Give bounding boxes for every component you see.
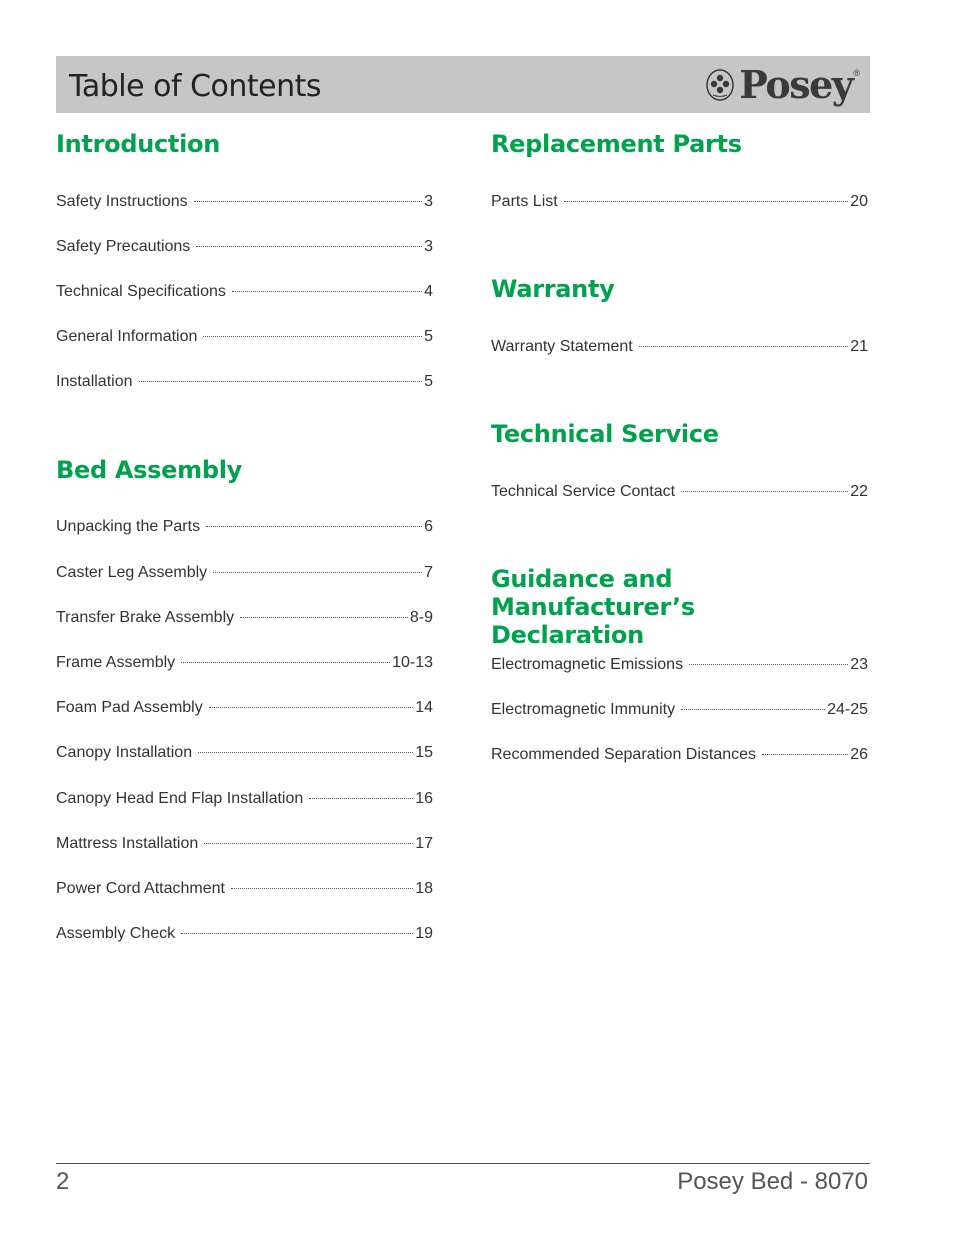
entry-page: 24-25 [827, 701, 868, 718]
toc-entry[interactable] [491, 482, 868, 502]
entry-page: 16 [415, 790, 433, 807]
entry-label: Assembly Check [56, 925, 176, 942]
entry-label: Parts List [491, 193, 558, 210]
toc-entry[interactable] [56, 192, 433, 212]
toc-entry[interactable] [56, 789, 433, 809]
entry-label: Frame Assembly [56, 654, 176, 671]
toc-entry[interactable] [56, 924, 433, 944]
entry-label: Warranty Statement [491, 338, 633, 355]
footer-divider [56, 1163, 870, 1164]
entry-page: 3 [424, 193, 433, 210]
entry-label: Safety Instructions [56, 193, 188, 210]
toc-entry[interactable] [56, 879, 433, 899]
entry-page: 23 [850, 656, 868, 673]
entry-page: 8-9 [409, 609, 433, 626]
entry-page: 7 [424, 564, 433, 581]
dot-leader [564, 201, 849, 202]
section-title: Bed Assembly [56, 456, 242, 484]
entry-page: 21 [850, 338, 868, 355]
toc-entry[interactable] [56, 372, 433, 392]
toc-entry[interactable] [56, 517, 433, 537]
entry-label: Electromagnetic Emissions [491, 656, 684, 673]
entry-label: Technical Service Contact [491, 483, 676, 500]
dot-leader [181, 933, 413, 934]
logo-wordmark: Posey [739, 62, 853, 107]
entry-label: General Information [56, 328, 198, 345]
page-title: Table of Contents [69, 69, 322, 104]
toc-entry[interactable] [56, 834, 433, 854]
toc-entry[interactable] [56, 327, 433, 347]
dot-leader [194, 201, 422, 202]
dot-leader [231, 888, 413, 889]
dot-leader [240, 617, 408, 618]
entry-page: 19 [415, 925, 433, 942]
entry-page: 26 [850, 746, 868, 763]
toc-entry[interactable] [491, 745, 868, 765]
section-bed-assembly [56, 456, 433, 942]
dot-leader [213, 572, 422, 573]
dot-leader [209, 707, 413, 708]
dot-leader [181, 662, 390, 663]
toc-entry[interactable] [56, 237, 433, 257]
dot-leader [204, 843, 413, 844]
toc-entry[interactable] [56, 653, 433, 673]
toc-entry[interactable] [56, 563, 433, 583]
toc-entry[interactable] [491, 700, 868, 720]
toc-entry[interactable] [491, 192, 868, 212]
dot-leader [681, 491, 848, 492]
dot-leader [639, 346, 849, 347]
section-replacement-parts [491, 130, 868, 210]
entry-page: 6 [424, 518, 433, 535]
section-guidance-declaration [491, 565, 868, 763]
section-introduction [56, 130, 433, 390]
section-title: Technical Service [491, 420, 719, 448]
entry-page: 10-13 [392, 654, 433, 671]
entry-page: 22 [850, 483, 868, 500]
dot-leader [689, 664, 848, 665]
entry-page: 18 [415, 880, 433, 897]
entry-page: 20 [850, 193, 868, 210]
toc-entry[interactable] [491, 337, 868, 357]
entry-label: Recommended Separation Distances [491, 746, 757, 763]
dot-leader [309, 798, 413, 799]
dot-leader [681, 709, 825, 710]
entry-label: Safety Precautions [56, 238, 191, 255]
dot-leader [198, 752, 413, 753]
section-warranty [491, 275, 868, 355]
section-title: Introduction [56, 130, 220, 158]
section-technical-service [491, 420, 868, 500]
entry-page: 15 [415, 744, 433, 761]
entry-page: 4 [424, 283, 433, 300]
entry-page: 5 [424, 328, 433, 345]
entry-label: Installation [56, 373, 133, 390]
entry-label: Electromagnetic Immunity [491, 701, 676, 718]
posey-emblem-icon [705, 68, 735, 102]
entry-label: Transfer Brake Assembly [56, 609, 235, 626]
section-title: Guidance and Manufacturer’s Declaration [491, 565, 695, 649]
entry-page: 17 [415, 835, 433, 852]
footer-page-number: 2 [56, 1168, 70, 1195]
entry-label: Power Cord Attachment [56, 880, 225, 897]
toc-entry[interactable] [56, 608, 433, 628]
footer-document-title: Posey Bed - 8070 [677, 1168, 868, 1195]
entry-label: Caster Leg Assembly [56, 564, 208, 581]
header-band [56, 56, 870, 113]
entry-page: 5 [424, 373, 433, 390]
toc-entry[interactable] [56, 743, 433, 763]
dot-leader [762, 754, 848, 755]
entry-label: Canopy Head End Flap Installation [56, 790, 304, 807]
entry-label: Mattress Installation [56, 835, 199, 852]
dot-leader [203, 336, 422, 337]
entry-label: Unpacking the Parts [56, 518, 201, 535]
entry-label: Technical Specifications [56, 283, 226, 300]
registered-mark: ® [853, 68, 860, 78]
dot-leader [139, 381, 423, 382]
toc-entry[interactable] [56, 282, 433, 302]
posey-logo [705, 64, 860, 106]
dot-leader [206, 526, 422, 527]
toc-entry[interactable] [56, 698, 433, 718]
section-title: Replacement Parts [491, 130, 742, 158]
entry-page: 3 [424, 238, 433, 255]
entry-page: 14 [415, 699, 433, 716]
dot-leader [196, 246, 422, 247]
entry-label: Foam Pad Assembly [56, 699, 203, 716]
dot-leader [232, 291, 422, 292]
entry-label: Canopy Installation [56, 744, 193, 761]
toc-entry[interactable] [491, 655, 868, 675]
section-title: Warranty [491, 275, 615, 303]
